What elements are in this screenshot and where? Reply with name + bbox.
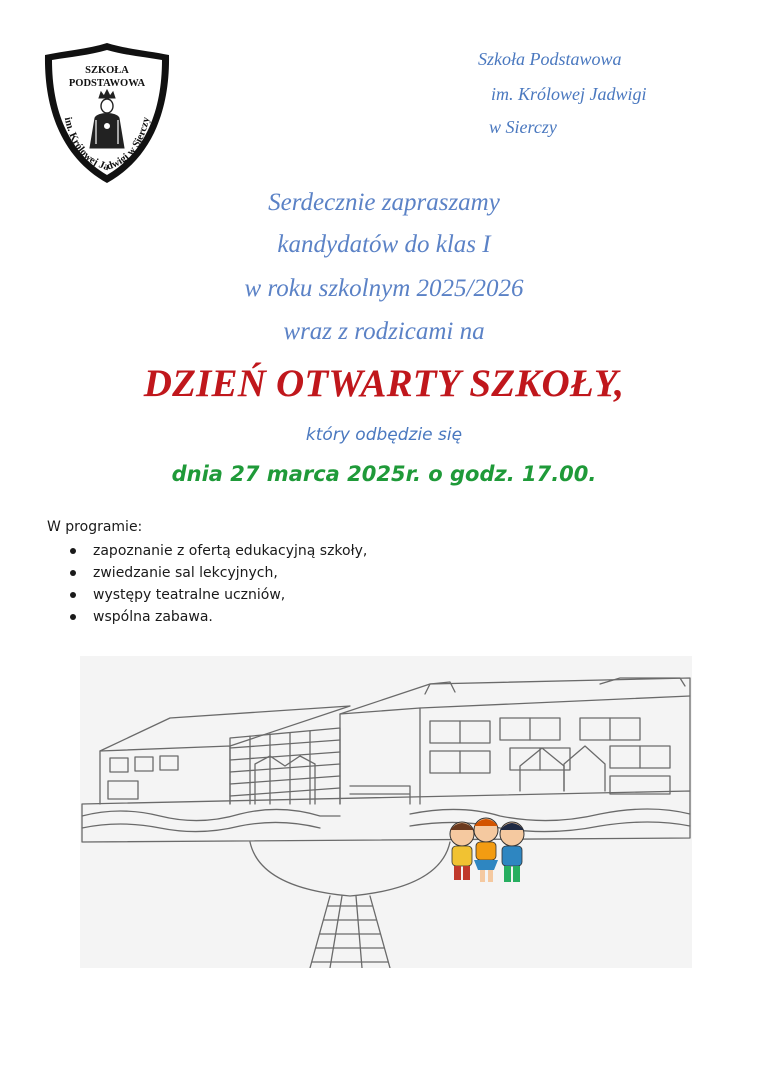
list-item: występy teatralne uczniów,	[66, 584, 367, 606]
invitation-line3: w roku szkolnym 2025/2026	[244, 275, 524, 302]
list-item: wspólna zabawa.	[66, 606, 367, 628]
logo-arc-text: im. Królowej Jadwigi w Sierczy	[61, 116, 153, 174]
logo-line2: PODSTAWOWA	[68, 78, 146, 89]
event-date: dnia 27 marca 2025r. o godz. 17.00.	[171, 462, 597, 486]
school-crest-logo	[40, 40, 174, 186]
program-heading: W programie:	[47, 519, 143, 535]
school-name-line1: Szkoła Podstawowa	[478, 49, 622, 69]
invitation-line1: Serdecznie zapraszamy	[268, 189, 500, 216]
list-item: zapoznanie z ofertą edukacyjną szkoły,	[66, 540, 367, 562]
school-building-drawing	[80, 656, 692, 968]
bullet-icon	[70, 592, 76, 598]
invitation-line4: wraz z rodzicami na	[283, 318, 485, 345]
logo-line1: SZKOŁA	[85, 65, 129, 76]
invitation-line2: kandydatów do klas I	[277, 231, 491, 258]
program-list	[66, 540, 367, 628]
school-location: w Sierczy	[489, 117, 557, 137]
bullet-icon	[70, 614, 76, 620]
bullet-icon	[70, 570, 76, 576]
school-name-line2: im. Królowej Jadwigi	[491, 84, 647, 104]
event-intro: który odbędzie się	[305, 425, 463, 445]
bullet-icon	[70, 548, 76, 554]
event-title: DZIEŃ OTWARTY SZKOŁY,	[143, 362, 625, 405]
list-item: zwiedzanie sal lekcyjnych,	[66, 562, 367, 584]
